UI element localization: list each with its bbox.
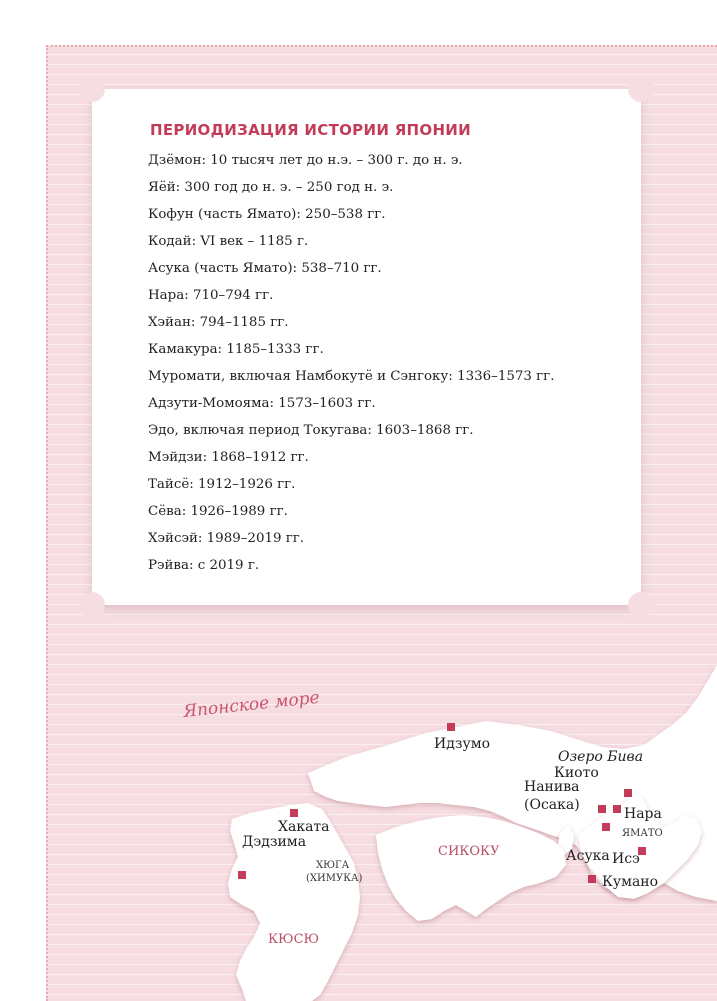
period-item: Рэйва: с 2019 г.: [148, 558, 260, 573]
period-list: [148, 147, 554, 579]
sea-label: Японское море: [182, 687, 321, 722]
card-corner-notch: [79, 592, 105, 618]
card-corner-notch: [628, 76, 654, 102]
marker-dejima: [238, 871, 246, 879]
period-item: Кодай: VI век – 1185 г.: [148, 234, 309, 249]
period-item: Кофун (часть Ямато): 250–538 гг.: [148, 207, 386, 222]
marker-kyoto: [624, 789, 632, 797]
place-ise: Исэ: [612, 851, 640, 867]
place-izumo: Идзумо: [434, 736, 491, 752]
place-asuka: Асука: [566, 848, 610, 864]
region-yamato: ЯМАТО: [622, 828, 663, 839]
marker-naniwa: [598, 805, 606, 813]
card-corner-notch: [79, 76, 105, 102]
period-item: Камакура: 1185–1333 гг.: [148, 342, 324, 357]
card-corner-notch: [628, 592, 654, 618]
region-hyuga: ХЮГА: [316, 860, 350, 871]
place-nara: Нара: [624, 806, 662, 822]
place-kumano: Кумано: [602, 874, 659, 890]
region-kyushu: КЮСЮ: [268, 932, 320, 947]
lake-biwa-label: Озеро Бива: [558, 749, 644, 765]
place-kyoto: Киото: [554, 765, 599, 781]
place-naniwa: Нанива: [524, 779, 580, 795]
period-item: Яёй: 300 год до н. э. – 250 год н. э.: [148, 180, 394, 195]
marker-kumano: [588, 875, 596, 883]
period-item: Муромати, включая Намбокутё и Сэнгоку: 1336–1573 гг.: [148, 369, 555, 384]
period-item: Тайсё: 1912–1926 гг.: [148, 477, 296, 492]
region-hyuga-alt: (ХИМУКА): [306, 873, 363, 884]
period-item: Мэйдзи: 1868–1912 гг.: [148, 450, 309, 465]
periodization-card: [92, 89, 641, 605]
period-item: Хэйсэй: 1989–2019 гг.: [148, 531, 305, 546]
period-item: Дзёмон: 10 тысяч лет до н.э. – 300 г. до н. э.: [148, 153, 463, 168]
marker-izumo: [447, 723, 455, 731]
shikoku-landmass: [376, 815, 566, 921]
region-shikoku: СИКОКУ: [438, 844, 500, 859]
periodization-title: ПЕРИОДИЗАЦИЯ ИСТОРИИ ЯПОНИИ: [150, 121, 472, 139]
marker-hakata: [290, 809, 298, 817]
place-dejima: Дэдзима: [242, 834, 307, 850]
period-item: Сёва: 1926–1989 гг.: [148, 504, 288, 519]
marker-asuka: [602, 823, 610, 831]
period-item: Эдо, включая период Токугава: 1603–1868 гг.: [148, 423, 474, 438]
place-hakata: Хаката: [278, 819, 330, 835]
period-item: Асука (часть Ямато): 538–710 гг.: [148, 261, 382, 276]
place-osaka: (Осака): [524, 797, 580, 813]
period-item: Нара: 710–794 гг.: [148, 288, 274, 303]
period-item: Адзути-Момояма: 1573–1603 гг.: [148, 396, 376, 411]
period-item: Хэйан: 794–1185 гг.: [148, 315, 289, 330]
marker-nara: [613, 805, 621, 813]
